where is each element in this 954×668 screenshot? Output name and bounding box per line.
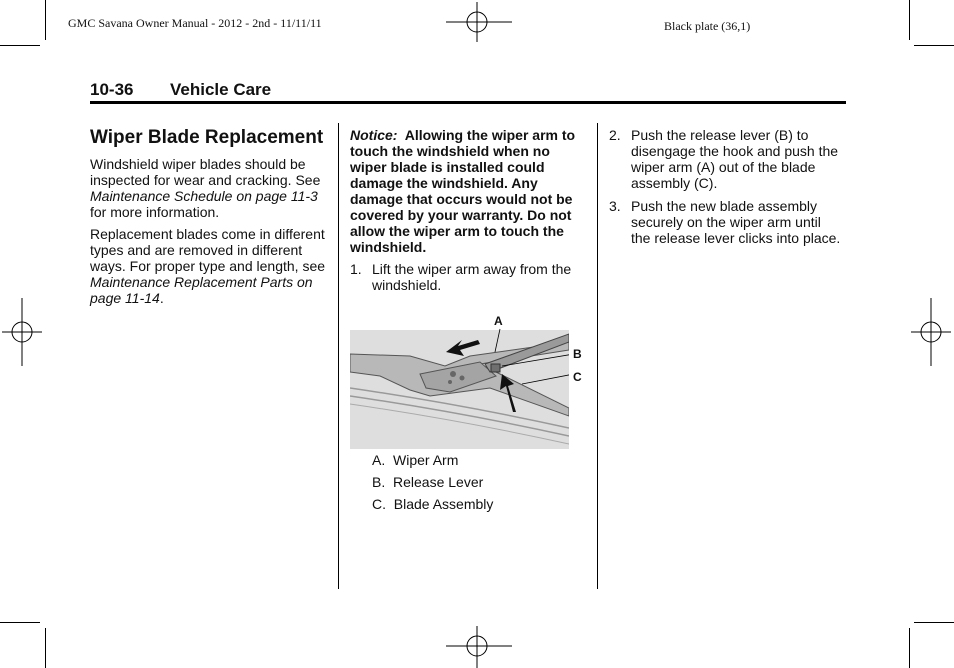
crop-mark-tl-v: [45, 0, 46, 40]
crop-mark-tl-h: [0, 45, 40, 46]
column-divider-1: [338, 123, 339, 589]
legend-item: [372, 496, 588, 512]
notice-text: Allowing the wiper arm to touch the windshield when no wiper blade is installed could damage the windshield. Any damage that occurs would not be covered by your warranty. Do not allow the wiper arm to touch the windshield.: [350, 127, 576, 255]
legend-item: [372, 474, 588, 490]
cross-reference-link[interactable]: Maintenance Schedule on page 11-3: [90, 188, 318, 204]
registration-mark-bottom: [446, 626, 512, 668]
registration-mark-left: [2, 298, 42, 366]
print-header-left: GMC Savana Owner Manual - 2012 - 2nd - 11/11/11: [68, 16, 322, 30]
page-number: 10-36: [90, 80, 134, 99]
legend-key: C.: [372, 496, 386, 512]
legend-text: Blade Assembly: [393, 496, 494, 512]
paragraph-text: .: [159, 290, 164, 306]
section-heading: Wiper Blade Replacement: [90, 127, 324, 148]
column-2: [350, 127, 588, 299]
paragraph-text: Replacement blades come in different types and are removed in different ways. For proper type and length, see: [90, 226, 326, 274]
callout-c: C: [573, 370, 582, 384]
step-text: Push the release lever (B) to disengage the hook and push the wiper arm (A) out of the blade assembly (C).: [631, 127, 839, 191]
step-text: Lift the wiper arm away from the windshield.: [372, 261, 572, 293]
step-number: 1.: [350, 261, 362, 277]
section-title: Vehicle Care: [170, 80, 272, 99]
paragraph-inspection: [90, 156, 326, 220]
legend-text: Release Lever: [393, 474, 484, 490]
header-rule: [90, 101, 846, 104]
step-3: [609, 198, 841, 246]
registration-mark-top: [446, 2, 512, 42]
notice-label: Notice:: [350, 127, 398, 143]
callout-a: A: [494, 314, 503, 328]
paragraph-text: for more information.: [90, 204, 220, 220]
paragraph-replacement: [90, 226, 326, 306]
callout-b: B: [573, 347, 582, 361]
step-2: [609, 127, 841, 191]
crop-mark-tr-h: [914, 45, 954, 46]
crop-mark-br-h: [914, 622, 954, 623]
paragraph-text: Windshield wiper blades should be inspected for wear and cracking. See: [90, 156, 321, 188]
column-1: [90, 126, 326, 312]
column-3: [609, 127, 841, 252]
print-header-right: Black plate (36,1): [664, 19, 751, 33]
step-number: 2.: [609, 127, 621, 143]
figure-legend: [350, 452, 588, 518]
crop-mark-bl-h: [0, 622, 40, 623]
step-number: 3.: [609, 198, 621, 214]
legend-item: [372, 452, 588, 468]
crop-mark-bl-v: [45, 628, 46, 668]
registration-mark-right: [911, 298, 951, 366]
column-divider-2: [597, 123, 598, 589]
notice-block: [350, 127, 588, 255]
legend-key: A.: [372, 452, 386, 468]
cross-reference-link[interactable]: Maintenance Replacement Parts on page 11-14: [90, 274, 313, 306]
wiper-arm-illustration: [350, 316, 569, 449]
legend-text: Wiper Arm: [393, 452, 459, 468]
crop-mark-tr-v: [909, 0, 910, 40]
step-1: [350, 261, 588, 293]
crop-mark-br-v: [909, 628, 910, 668]
step-text: Push the new blade assembly securely on the wiper arm until the release lever clicks into place.: [631, 198, 841, 246]
legend-key: B.: [372, 474, 386, 490]
